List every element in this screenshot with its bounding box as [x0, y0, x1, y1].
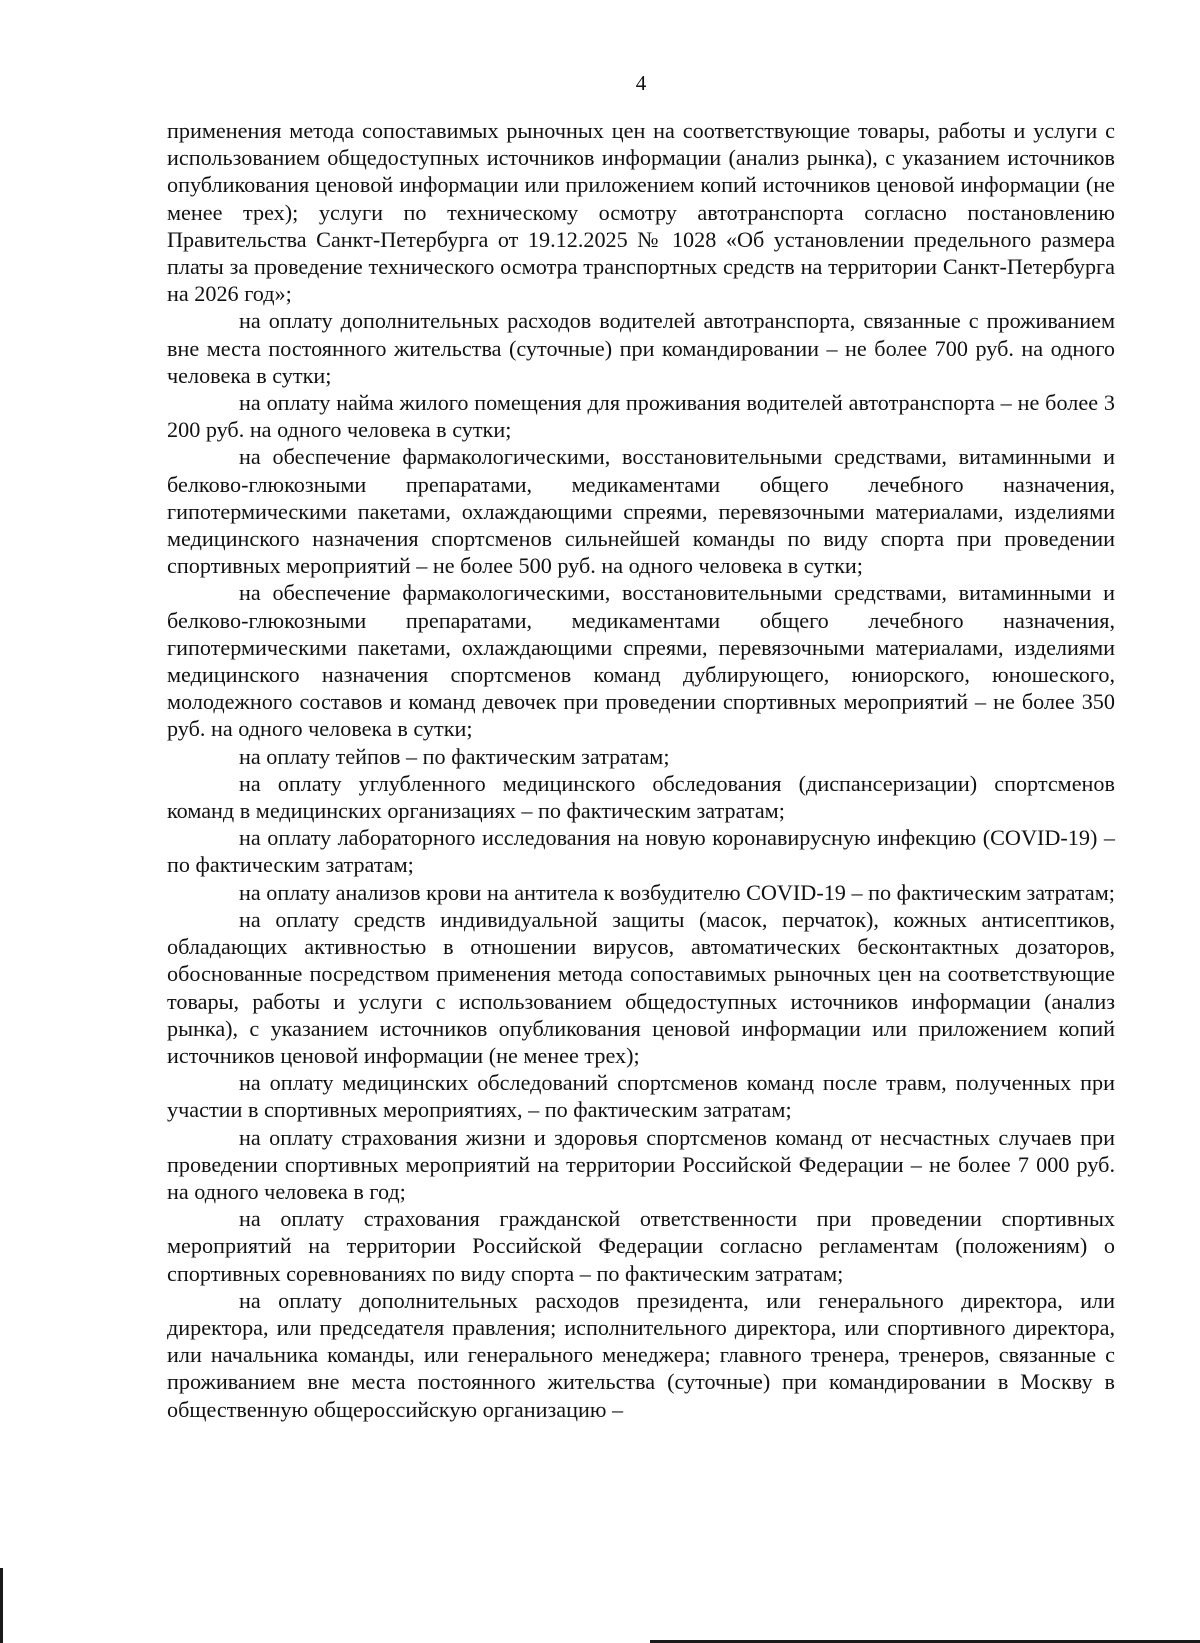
paragraph-liability-insurance: на оплату страхования гражданской ответственности при проведении спортивных мероприятий на территории Российской Федерации согласно регламентам (положениям) о спортивных соревнованиях по виду спорта – по фактическим затратам; [167, 1206, 1115, 1286]
paragraph-pharma-youth-teams: на обеспечение фармакологическими, восстановительными средствами, витаминными и белково-глюкозными препаратами, медикаментами общего лечебного назначения, гипотермическими пакетами, охлаждающими спреями, перевязочными материалами, изделиями медицинского назначения спортсменов команд дублирующего, юниорского, юношеского, молодежного составов и команд девочек при проведении спортивных мероприятий – не более 350 руб. на одного человека в сутки; [167, 580, 1115, 742]
paragraph-ppe: на оплату средств индивидуальной защиты (масок, перчаток), кожных антисептиков, обладающих активностью в отношении вирусов, автоматических бесконтактных дозаторов, обоснованные посредством применения метода сопоставимых рыночных цен на соответствующие товары, работы и услуги с использованием общедоступных источников информации (анализ рынка), с указанием источников опубликования ценовой информации или приложением копий источников ценовой информации (не менее трех); [167, 906, 1115, 1068]
paragraph-continuation: применения метода сопоставимых рыночных цен на соответствующие товары, работы и услуги с использованием общедоступных источников информации (анализ рынка), с указанием источников опубликования ценовой информации или приложением копий источников ценовой информации (не менее трех); услуги по техническому осмотру автотранспорта согласно постановлению Правительства Санкт-Петербурга от 19.12.2025 № 1028 «Об установлении предельного размера платы за проведение технического осмотра транспортных средств на территории Санкт-Петербурга на 2026 год»; [167, 118, 1115, 307]
paragraph-life-insurance: на оплату страхования жизни и здоровья спортсменов команд от несчастных случаев при проведении спортивных мероприятий на территории Российской Федерации – не более 7 000 руб. на одного человека в год; [167, 1124, 1115, 1204]
paragraph-medical-exam: на оплату углубленного медицинского обследования (диспансеризации) спортсменов команд в медицинских организациях – по фактическим затратам; [167, 770, 1115, 824]
page-number: 4 [635, 71, 647, 95]
paragraph-tapes: на оплату тейпов – по фактическим затратам; [239, 743, 670, 769]
scan-edge-left [0, 1568, 3, 1643]
paragraph-pharma-main-team: на обеспечение фармакологическими, восстановительными средствами, витаминными и белково-глюкозными препаратами, медикаментами общего лечебного назначения, гипотермическими пакетами, охлаждающими спреями, перевязочными материалами, изделиями медицинского назначения спортсменов сильнейшей команды по виду спорта при проведении спортивных мероприятий – не более 500 руб. на одного человека в сутки; [167, 444, 1115, 579]
paragraph-driver-housing: на оплату найма жилого помещения для проживания водителей автотранспорта – не более 3 200 руб. на одного человека в сутки; [167, 390, 1115, 443]
document-body [167, 117, 1115, 1423]
paragraph-covid-test: на оплату лабораторного исследования на новую коронавирусную инфекцию (COVID-19) – по фактическим затратам; [167, 825, 1115, 878]
paragraph-management-per-diem: на оплату дополнительных расходов президента, или генерального директора, или директора, или председателя правления; исполнительного директора, или спортивного директора, или начальника команды, или генерального менеджера; главного тренера, тренеров, связанные с проживанием вне места постоянного жительства (суточные) при командировании в Москву в общественную общероссийскую организацию – [167, 1287, 1115, 1422]
paragraph-driver-per-diem: на оплату дополнительных расходов водителей автотранспорта, связанные с проживанием вне места постоянного жительства (суточные) при командировании – не более 700 руб. на одного человека в сутки; [167, 308, 1115, 388]
paragraph-injury-exams: на оплату медицинских обследований спортсменов команд после травм, полученных при участии в спортивных мероприятиях, – по фактическим затратам; [167, 1070, 1115, 1123]
paragraph-antibody-test: на оплату анализов крови на антитела к возбудителю COVID-19 – по фактическим затратам; [239, 879, 1115, 905]
